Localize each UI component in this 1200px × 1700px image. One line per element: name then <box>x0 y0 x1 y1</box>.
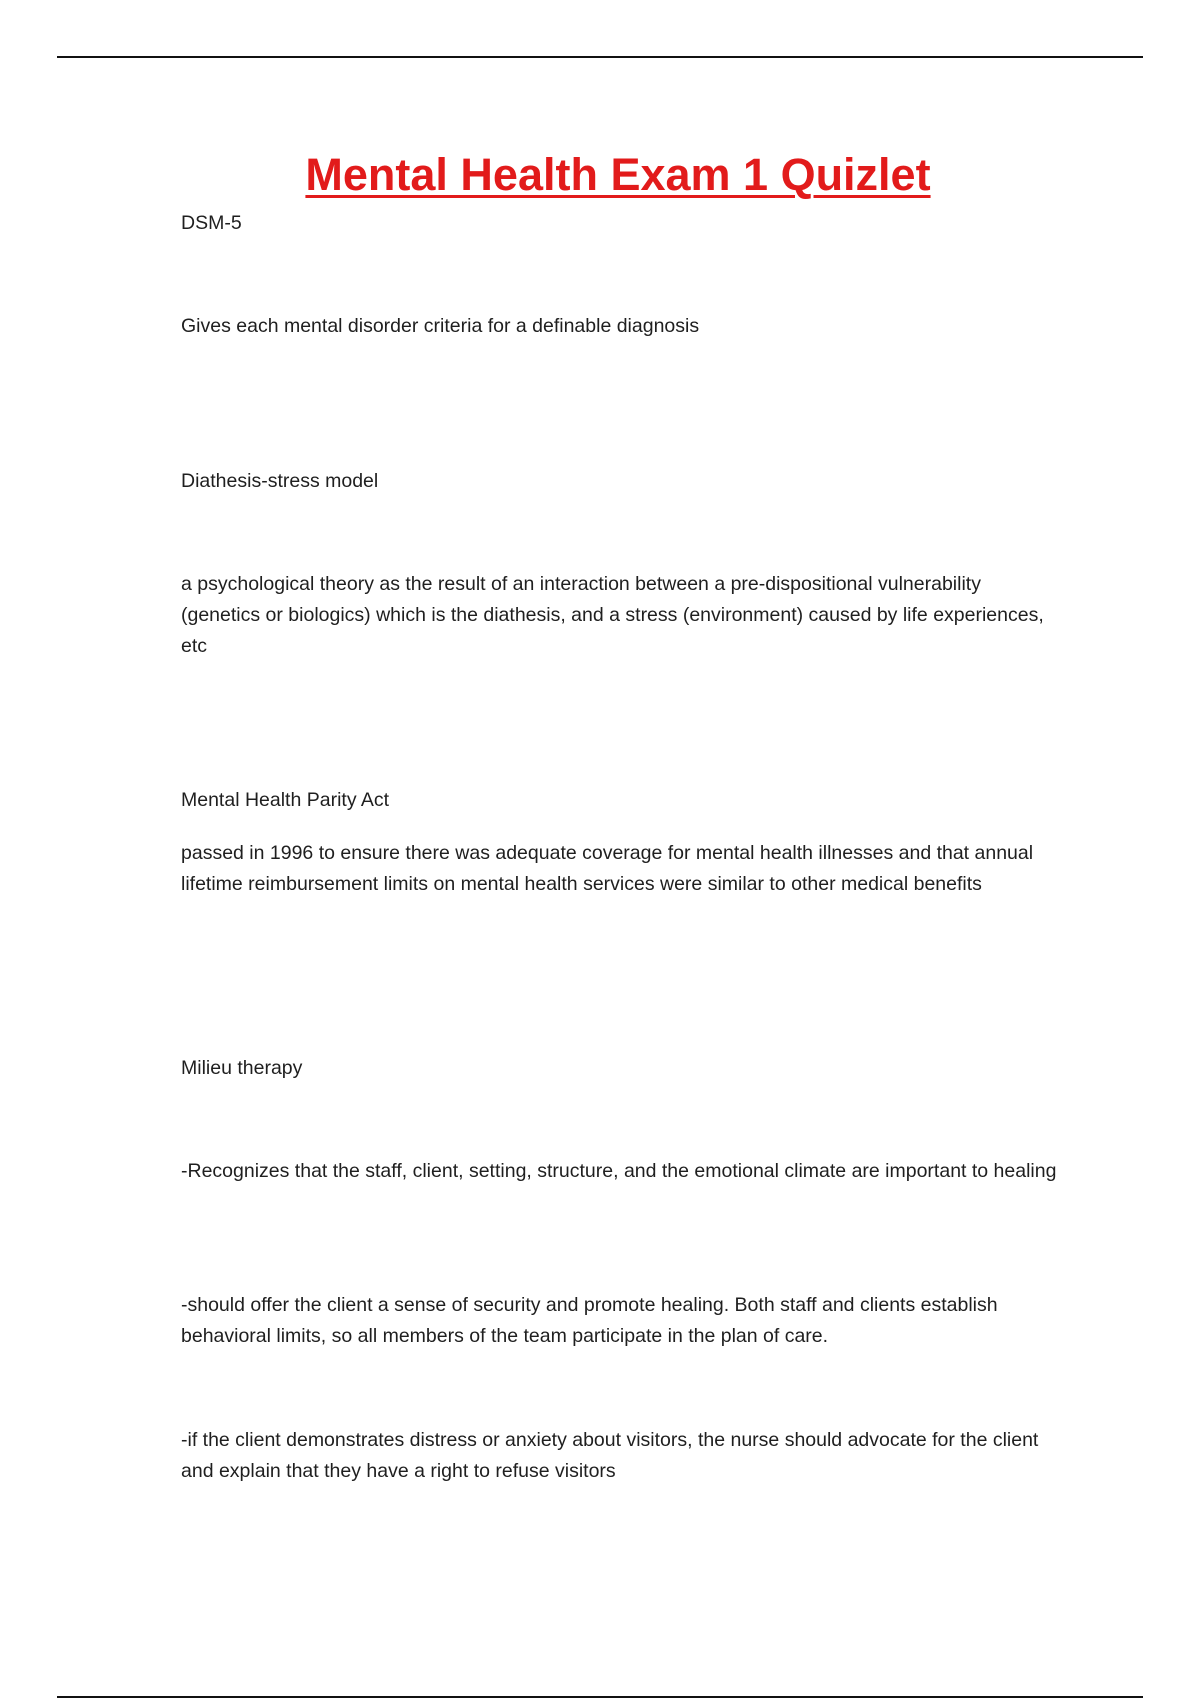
term-diathesis-stress-model: Diathesis-stress model <box>181 470 379 492</box>
top-rule <box>57 56 1143 58</box>
definition-milieu-therapy-3: -if the client demonstrates distress or anxiety about visitors, the nurse should advocate for the client and explain that they have a right to refuse visitors <box>181 1429 1039 1482</box>
definition-dsm5: Gives each mental disorder criteria for a definable diagnosis <box>181 315 700 337</box>
bottom-rule <box>57 1696 1143 1698</box>
definition-mental-health-parity-act: passed in 1996 to ensure there was adequate coverage for mental health illnesses and that annual lifetime reimbursement limits on mental health services were similar to other medical benefits <box>181 842 1034 895</box>
term-mental-health-parity-act: Mental Health Parity Act <box>181 789 390 811</box>
definition-milieu-therapy-2: -should offer the client a sense of security and promote healing. Both staff and clients establish behavioral limits, so all members of the team participate in the plan of care. <box>181 1294 998 1347</box>
definition-diathesis-stress-model: a psychological theory as the result of an interaction between a pre-dispositional vulnerability (genetics or biologics) which is the diathesis, and a stress (environment) caused by life experiences, etc <box>181 573 1044 657</box>
term-dsm5: DSM-5 <box>181 212 242 234</box>
definition-milieu-therapy-1: -Recognizes that the staff, client, setting, structure, and the emotional climate are important to healing <box>181 1160 1057 1182</box>
page-title: Mental Health Exam 1 Quizlet <box>305 149 931 200</box>
term-milieu-therapy: Milieu therapy <box>181 1057 303 1079</box>
